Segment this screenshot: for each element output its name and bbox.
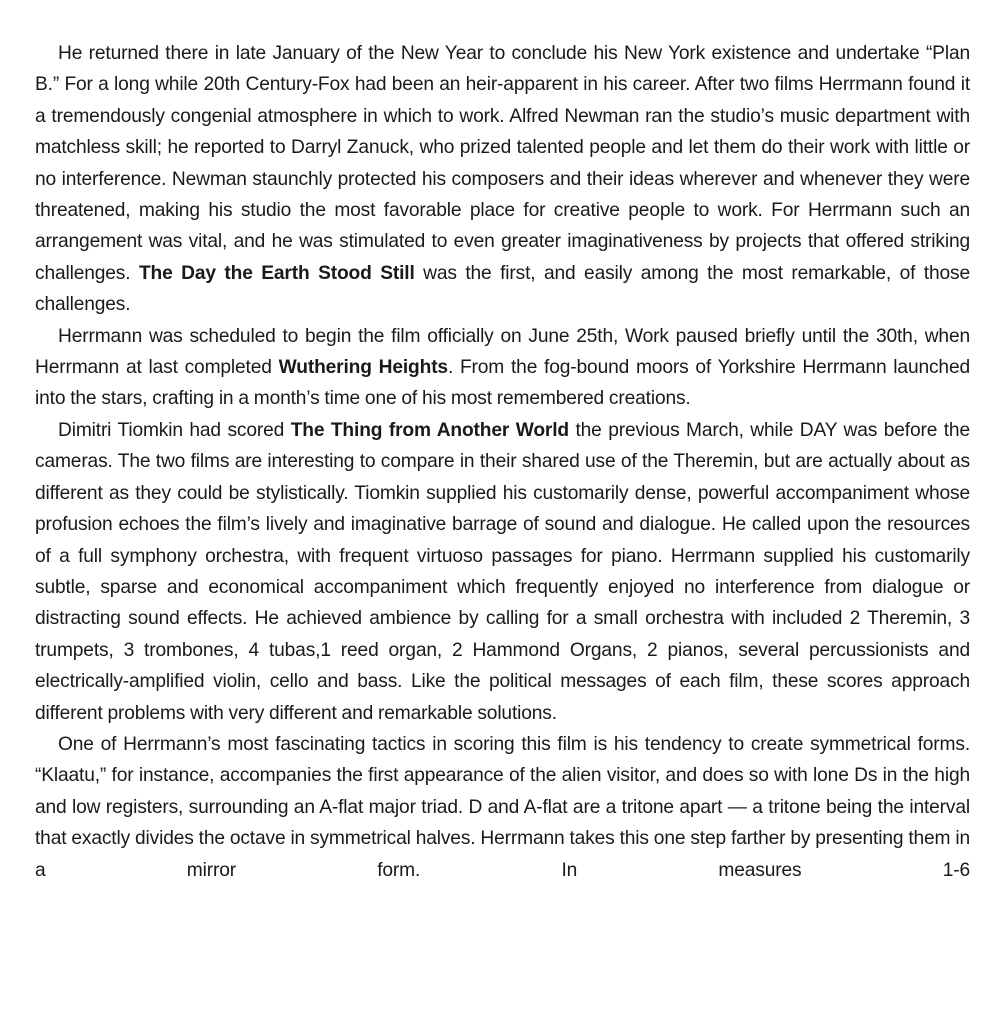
film-title-day-the-earth-stood-still: The Day the Earth Stood Still <box>138 262 415 284</box>
paragraph-text: . From the fog-bound moors of Yorkshire Herrmann launched into the stars, crafting in a month’s time one of his most remembered creations. <box>35 357 970 410</box>
paragraph-text: Herrmann was scheduled to begin the film officially on June 25th, Work paused briefly until the 30th, when Herrmann at last completed <box>35 325 970 379</box>
paragraph-text: He returned there in late January of the New Year to conclude his New York existence and undertake “Plan B.” For a long while 20th Century-Fox had been an heir-apparent in his career. After two films Herrmann found it a tremendously congenial atmosphere in which to work. Alfred Newman ran the studio’s music department with matchless skill; he reported to Darryl Zanuck, who prized talented people and let them do their work with little or no interference. Newman staunchly protected his composers and their ideas wherever and whenever they were threatened, making his studio the most favorable place for creative people to work. For Herrmann such an arrangement was vital, and he was stimulated to even greater imaginativeness by projects that offered striking challenges. <box>35 43 970 284</box>
paragraph-plan-b <box>35 38 970 321</box>
paragraph-text: the previous March, while DAY was before the cameras. The two films are interesting to compare in their shared use of the Theremin, but are actually about as different as they could be stylistically. Tiomkin supplied his customarily dense, powerful accompaniment whose profusion echoes the film’s lively and imaginative barrage of sound and dialogue. He called upon the resources of a full symphony orchestra, with frequent virtuoso passages for piano. Herrmann supplied his customarily subtle, sparse and economical accompaniment which frequently enjoyed no interference from dialogue or distracting sound effects. He achieved ambience by calling for a small orchestra with included 2 Theremin, 3 trumpets, 3 trombones, 4 tubas,1 reed organ, 2 Hammond Organs, 2 pianos, several percussionists and electrically-amplified violin, cello and bass. Like the political messages of each film, these scores approach different problems with very different and remarkable solutions. <box>35 419 970 724</box>
film-title-wuthering-heights: Wuthering Heights <box>278 357 448 379</box>
paragraph-text: One of Herrmann’s most fascinating tactics in scoring this film is his tendency to create symmetrical forms. “Klaatu,” for instance, accompanies the first appearance of the alien visitor, and does so with lone Ds in the high and low registers, surrounding an A-flat major triad. D and A-flat are a tritone apart — a tritone being the interval that exactly divides the octave in symmetrical halves. Herrmann takes this one step farther by presenting them in a mirror form. In measures 1-6 <box>35 733 970 881</box>
paragraph-schedule <box>35 321 970 415</box>
paragraph-text: was the first, and easily among the most remarkable, of those challenges. <box>35 262 970 316</box>
paragraph-text: Dimitri Tiomkin had scored <box>58 419 291 441</box>
film-title-the-thing-from-another-world: The Thing from Another World <box>290 419 569 441</box>
paragraph-tiomkin-comparison <box>35 415 970 729</box>
document-body <box>35 38 970 886</box>
paragraph-symmetrical-forms <box>35 729 970 886</box>
